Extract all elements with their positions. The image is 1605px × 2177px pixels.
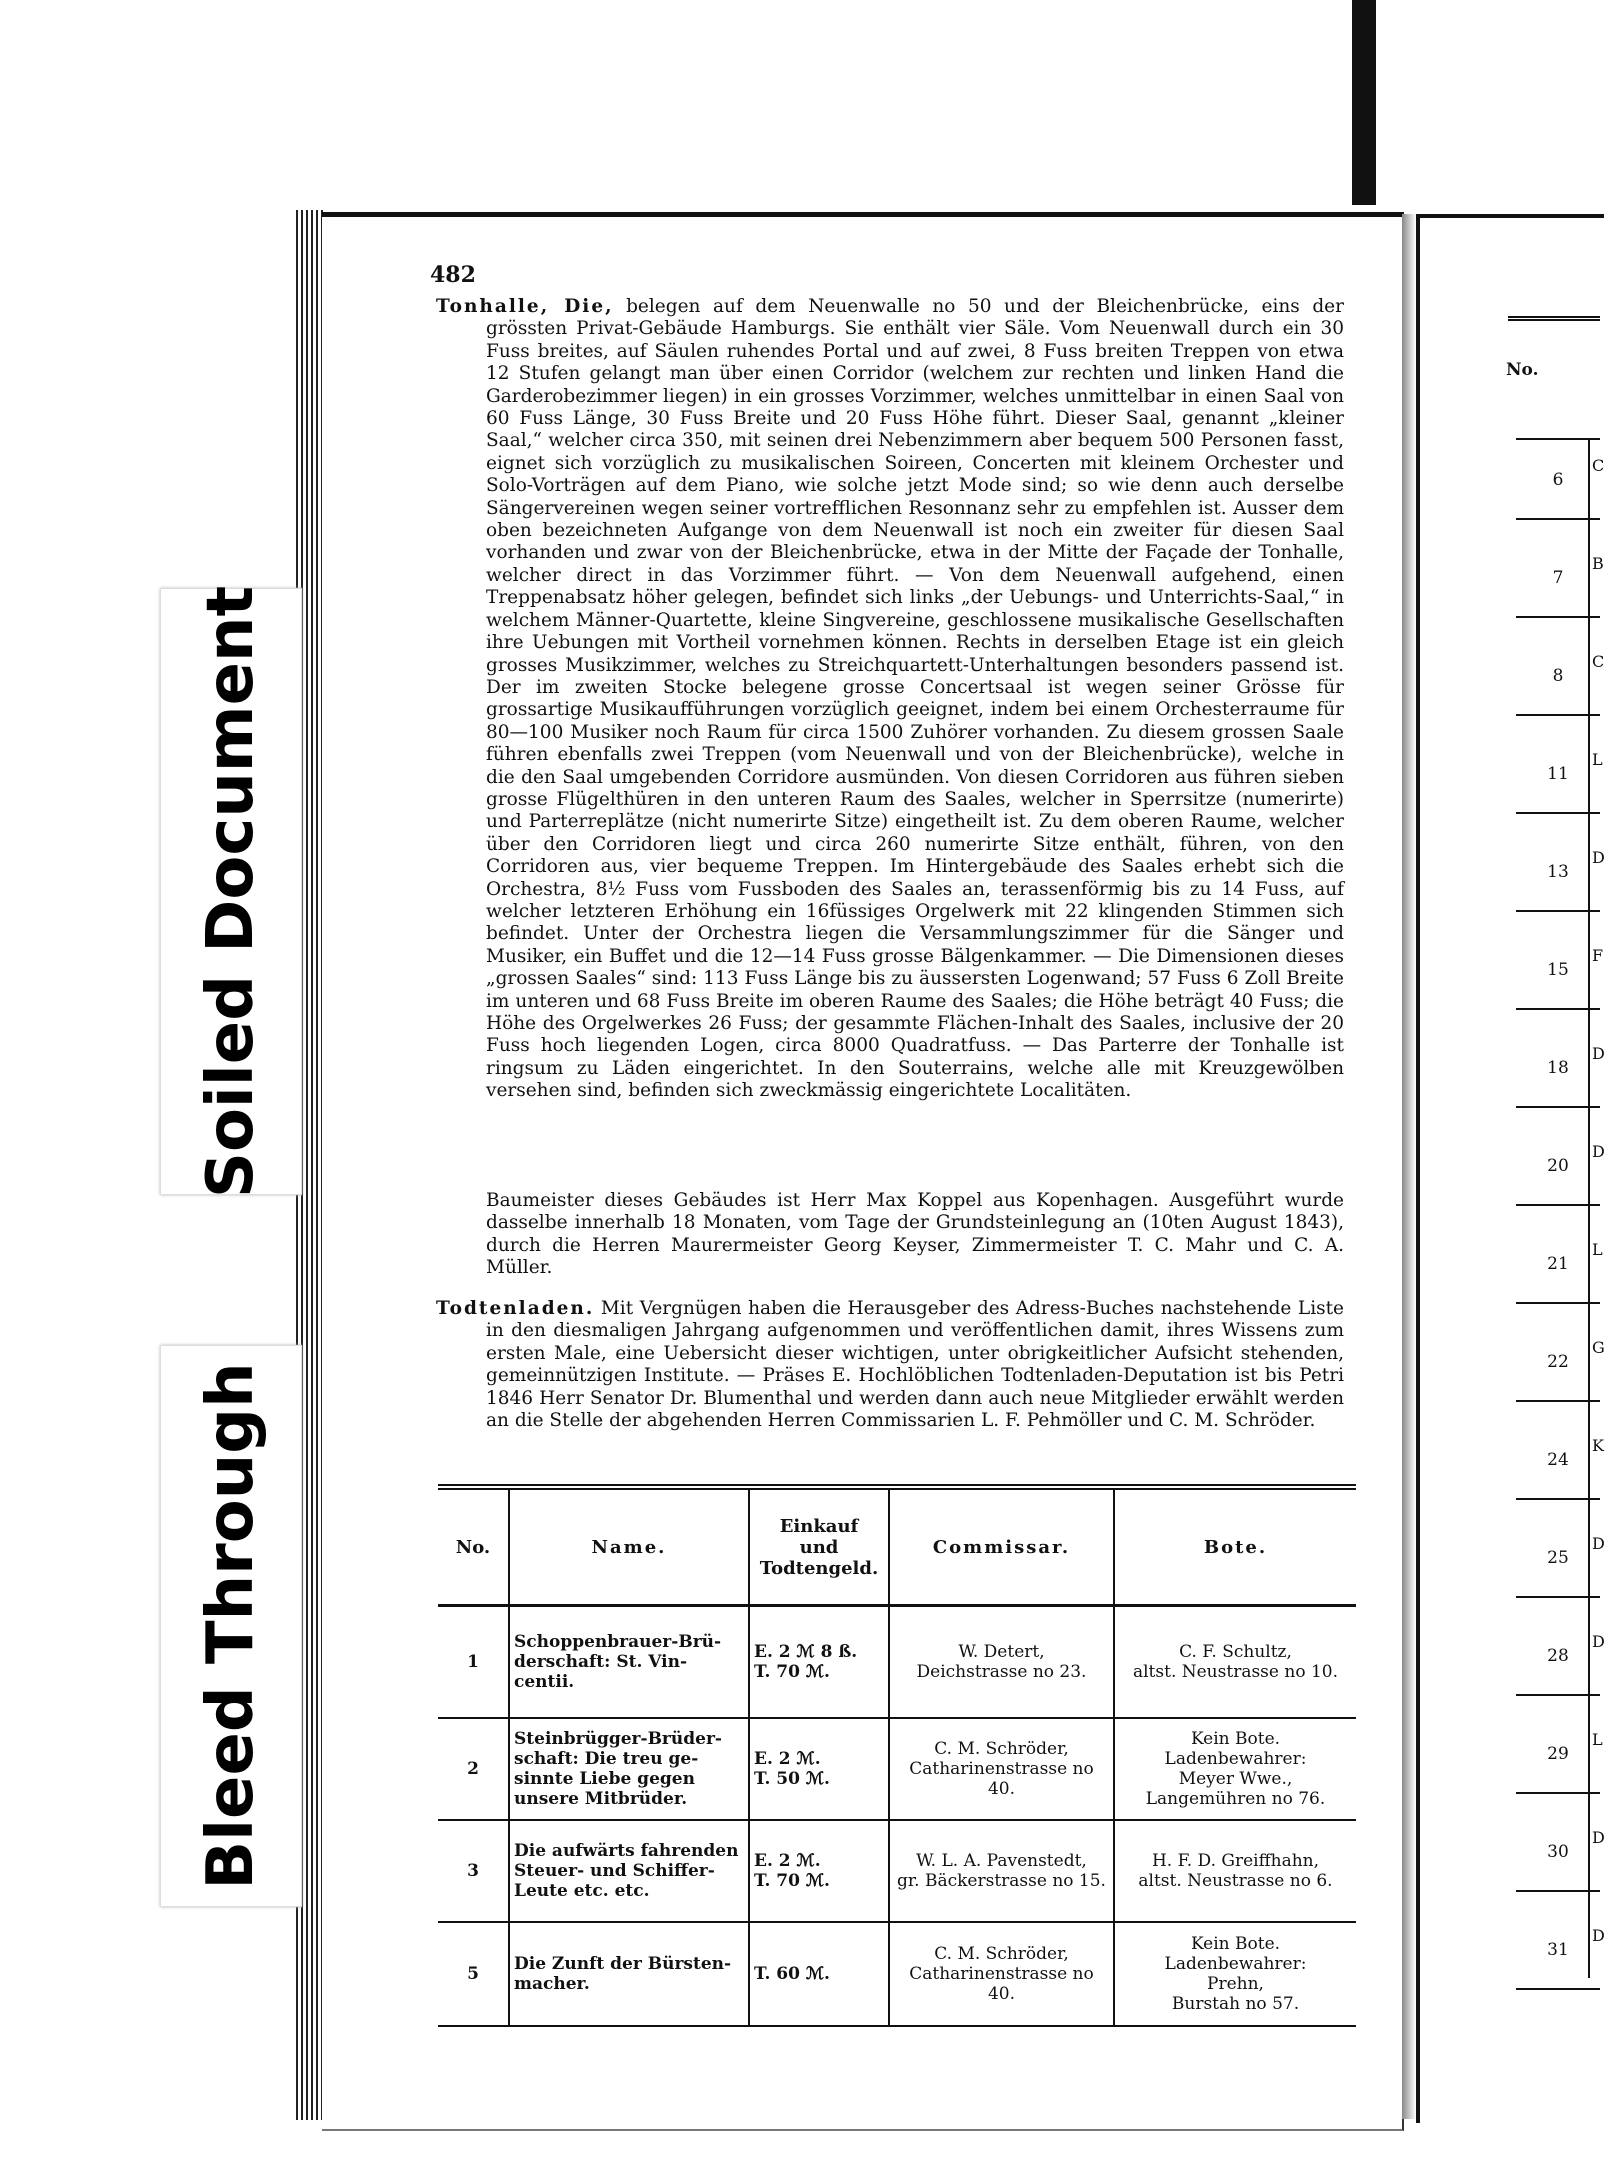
- row-no: 2: [438, 1718, 509, 1820]
- right-page-row-number: 25: [1547, 1548, 1569, 1568]
- tonhalle-entry: [436, 296, 1344, 1103]
- right-page-row-letter: G: [1592, 1338, 1605, 1357]
- row-bote: Kein Bote. Ladenbewahrer: Meyer Wwe., Langemühren no 76.: [1114, 1718, 1356, 1820]
- right-page-row-number: 28: [1547, 1646, 1569, 1666]
- right-page-row-letter: L: [1592, 1730, 1603, 1749]
- header-commissar: Commissar.: [889, 1487, 1114, 1606]
- right-page-row-line: [1516, 910, 1600, 912]
- right-page-row-number: 6: [1552, 470, 1564, 490]
- todtenladen-entry: [436, 1298, 1344, 1432]
- right-page-row-number: 18: [1547, 1058, 1569, 1078]
- right-page-row-line: [1516, 1596, 1600, 1598]
- row-commissar: C. M. Schröder, Catharinenstrasse no 40.: [889, 1718, 1114, 1820]
- row-no: 3: [438, 1820, 509, 1922]
- right-page-row-letter: C: [1592, 652, 1605, 671]
- right-page-row-number: 15: [1547, 960, 1569, 980]
- soiled-document-tab: [160, 585, 302, 1198]
- header-bote: Bote.: [1114, 1487, 1356, 1606]
- right-page-row-line: [1516, 1498, 1600, 1500]
- row-no: 5: [438, 1922, 509, 2026]
- bleed-through-tab: [160, 1345, 302, 1907]
- right-page-row-letter: D: [1592, 1142, 1605, 1161]
- right-page-column-line: [1588, 438, 1590, 1978]
- todtenladen-title: Todtenladen.: [436, 1298, 595, 1319]
- todtenladen-text: Mit Vergnügen haben die Herausgeber des Adress-Buches nachstehende Liste in den diesmaligen Jahrgang aufgenommen und veröffentlichen damit, ihres Wissens zum ersten Male, eine Uebersicht dieser wichtigen, unter obrigkeitlicher Aufsicht stehenden, gemeinnützigen Institute. — Präses E. Hochlöblichen Todtenladen-Deputation ist bis Petri 1846 Herr Senator Dr. Blumenthal und werden dann auch neue Mitglieder erwählt werden an die Stelle der abgehenden Herren Commissarien L. F. Pehmöller und C. M. Schröder.: [486, 1298, 1344, 1432]
- right-page-row-line: [1516, 812, 1600, 814]
- table-row: [438, 1718, 1356, 1820]
- row-commissar: W. Detert, Deichstrasse no 23.: [889, 1606, 1114, 1719]
- right-page-row-letter: F: [1592, 946, 1604, 965]
- header-name: Name.: [509, 1487, 749, 1606]
- row-commissar: W. L. A. Pavenstedt, gr. Bäckerstrasse no 15.: [889, 1820, 1114, 1922]
- right-page-row-letter: L: [1592, 1240, 1603, 1259]
- right-page-row-number: 13: [1547, 862, 1569, 882]
- row-name: Die Zunft der Bürsten- macher.: [509, 1922, 749, 2026]
- header-no: No.: [438, 1487, 509, 1606]
- right-page-row-line: [1516, 1008, 1600, 1010]
- right-page-row-line: [1516, 1302, 1600, 1304]
- tonhalle-text: belegen auf dem Neuenwalle no 50 und der Bleichenbrücke, eins der grössten Privat-Gebäude Hamburgs. Sie enthält vier Säle. Vom Neuenwall durch ein 30 Fuss breites, auf Säulen ruhendes Portal und auf zwei, 8 Fuss breiten Treppen von etwa 12 Stufen gelangt man über einen Corridor (welchem zur rechten und linken Hand die Garderobezimmer liegen) in ein grosses Vorzimmer, welches unmittelbar in einen Saal von 60 Fuss Länge, 30 Fuss Breite und 20 Fuss Höhe führt. Dieser Saal, genannt „kleiner Saal,“ welcher circa 350, mit seinen drei Nebenzimmern aber bequem 500 Personen fasst, eignet sich vorzüglich zu musikalischen Soireen, Concerten mit kleinem Orchester und Solo-Vorträgen auf dem Piano, wie solche jetzt Mode sind; so wie denn auch derselbe Sängervereinen wegen seiner vortrefflichen Resonnanz sehr zu empfehlen ist. Ausser dem oben bezeichneten Aufgange von dem Neuenwall ist noch ein zweiter für diesen Saal vorhanden und zwar von der Bleichenbrücke, etwa in der Mitte der Façade der Tonhalle, welcher direct in das Vorzimmer führt. — Von dem Neuenwall aufgehend, einen Treppenabsatz höher gelegen, befindet sich links „der Uebungs- und Unterrichts-Saal,“ in welchem Männer-Quartette, kleine Singvereine, geschlossene musikalische Gesellschaften ihre Uebungen mit Vortheil vornehmen können. Rechts in derselben Etage ist ein gleich grosses Musikzimmer, welches zu Streichquartett-Unterhaltungen besonders passend ist. Der im zweiten Stocke belegene grosse Concertsaal ist wegen seiner Grösse für grossartige Musikaufführungen vorzüglich geeignet, indem bei einem Orchesterraume für 80—100 Musiker noch Raum für circa 1500 Zuhörer vorhanden. Zu diesem grossen Saale führen ebenfalls zwei Treppen (vom Neuenwall und von der Bleichenbrücke), welche in die den Saal umgebenden Corridore ausmünden. Von diesen Corridoren aus führen sieben grosse Flügelthüren in den unteren Raum des Saales, welcher in Sperrsitze (numerirte) und Parterreplätze (nicht numerirte Sitze) eingetheilt ist. Zu dem oberen Raume, welcher über den Corridoren liegt und circa 260 numerirte Sitze enthält, führen, von den Corridoren aus, vier bequeme Treppen. Im Hintergebäude des Saales erhebt sich die Orchestra, 8½ Fuss vom Fussboden des Saales an, terassenförmig bis zu 14 Fuss, auf welcher letzteren Erhöhung ein 16füssiges Orgelwerk mit 22 klingenden Stimmen sich befindet. Unter der Orchestra liegen die Versammlungszimmer für die Sänger und Musiker, ein Buffet und die 12—14 Fuss grosse Bälgenkammer. — Die Dimensionen dieses „grossen Saales“ sind: 113 Fuss Länge bis zu äussersten Logenwand; 57 Fuss 6 Zoll Breite im unteren und 68 Fuss Breite im oberen Raume des Saales; die Höhe beträgt 40 Fuss; die Höhe des Orgelwerkes 26 Fuss; der gesammte Flächen-Inhalt des Saales, inclusive der 20 Fuss hoch liegenden Logen, circa 8000 Quadratfuss. — Das Parterre der Tonhalle ist ringsum zu Läden eingerichtet. In den Souterrains, welche alle mit Kreuzgewölben versehen sind, befinden sich zweckmässig eingerichtete Localitäten.: [486, 296, 1344, 1102]
- row-bote: C. F. Schultz, altst. Neustrasse no 10.: [1114, 1606, 1356, 1719]
- row-fee: T. 60 ℳ.: [749, 1922, 889, 2026]
- right-page-row-line: [1516, 1400, 1600, 1402]
- right-page-row-letter: C: [1592, 456, 1605, 475]
- right-page-row-letter: B: [1592, 554, 1604, 573]
- right-page-row-line: [1516, 616, 1600, 618]
- table-row: [438, 1606, 1356, 1719]
- tonhalle-title: Tonhalle, Die,: [436, 296, 614, 317]
- baumeister-entry: Baumeister dieses Gebäudes ist Herr Max Koppel aus Kopenhagen. Ausgeführt wurde dasselbe innerhalb 18 Monaten, vom Tage der Grundsteinlegung an (10ten August 1843), durch die Herren Maurermeister Georg Keyser, Zimmermeister T. C. Mahr und C. A. Müller.: [486, 1190, 1344, 1279]
- right-page-header-no: No.: [1506, 360, 1539, 380]
- right-page-row-number: 8: [1552, 666, 1564, 686]
- scanner-bar: [1352, 0, 1376, 205]
- right-page-row-letter: D: [1592, 1044, 1605, 1063]
- right-page-row-number: 11: [1547, 764, 1569, 784]
- todtenladen-table: [438, 1484, 1356, 2027]
- row-no: 1: [438, 1606, 509, 1719]
- right-page-row-letter: D: [1592, 1632, 1605, 1651]
- right-page-row-number: 21: [1547, 1254, 1569, 1274]
- page-number: 482: [430, 262, 476, 288]
- right-page-row-line: [1516, 1988, 1600, 1990]
- right-page-row-letter: D: [1592, 1926, 1605, 1945]
- right-page-row-letter: D: [1592, 1828, 1605, 1847]
- right-page-row-number: 30: [1547, 1842, 1569, 1862]
- right-page-row-number: 7: [1552, 568, 1564, 588]
- right-page-row-number: 24: [1547, 1450, 1569, 1470]
- right-page-row-letter: K: [1592, 1436, 1604, 1455]
- row-bote: H. F. D. Greiffhahn, altst. Neustrasse no 6.: [1114, 1820, 1356, 1922]
- row-bote: Kein Bote. Ladenbewahrer: Prehn, Burstah no 57.: [1114, 1922, 1356, 2026]
- right-page-top-rule: [1508, 316, 1600, 321]
- right-page-row-line: [1516, 518, 1600, 520]
- table-row: [438, 1922, 1356, 2026]
- row-name: Die aufwärts fahrenden Steuer- und Schiffer- Leute etc. etc.: [509, 1820, 749, 1922]
- soiled-document-label: Soiled Document: [194, 585, 268, 1198]
- row-fee: E. 2 ℳ. T. 50 ℳ.: [749, 1718, 889, 1820]
- bleed-through-label: Bleed Through: [194, 1362, 268, 1890]
- right-page-row-line: [1516, 1694, 1600, 1696]
- right-page-row-line: [1516, 1792, 1600, 1794]
- right-page-row-number: 29: [1547, 1744, 1569, 1764]
- right-page-row-line: [1516, 1106, 1600, 1108]
- table-row: [438, 1820, 1356, 1922]
- right-page-row-letter: D: [1592, 1534, 1605, 1553]
- table-header-row: [438, 1487, 1356, 1606]
- right-page-row-letter: L: [1592, 750, 1603, 769]
- row-name: Steinbrügger-Brüder- schaft: Die treu ge- sinnte Liebe gegen unsere Mitbrüder.: [509, 1718, 749, 1820]
- right-page-row-number: 20: [1547, 1156, 1569, 1176]
- right-page-row-number: 22: [1547, 1352, 1569, 1372]
- right-page-row-line: [1516, 1204, 1600, 1206]
- right-page-row-number: 31: [1547, 1940, 1569, 1960]
- row-name: Schoppenbrauer-Brü- derschaft: St. Vin- centii.: [509, 1606, 749, 1719]
- book-gutter: [1402, 214, 1416, 2119]
- row-commissar: C. M. Schröder, Catharinenstrasse no 40.: [889, 1922, 1114, 2026]
- right-page-row-letter: D: [1592, 848, 1605, 867]
- row-fee: E. 2 ℳ. T. 70 ℳ.: [749, 1820, 889, 1922]
- header-fee: Einkauf und Todtengeld.: [749, 1487, 889, 1606]
- right-page-row-line: [1516, 1890, 1600, 1892]
- row-fee: E. 2 ℳ 8 ß. T. 70 ℳ.: [749, 1606, 889, 1719]
- right-page-row-line: [1516, 714, 1600, 716]
